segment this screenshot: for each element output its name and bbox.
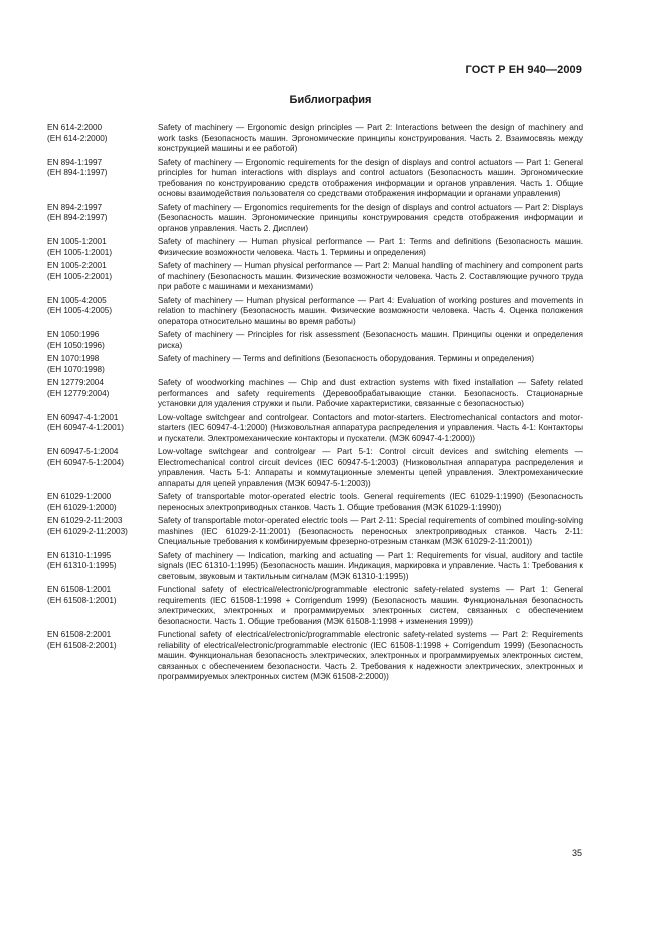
standard-title: Safety of machinery — Human physical performance — Part 4: Evaluation of working postures and movements in relation to machinery (Безопасность машин. Физические возможности человека. Часть 4. Оценка положения оператора относительно машины во время работы): [158, 295, 583, 326]
bibliography-entry: [47, 237, 583, 258]
standard-codes: [47, 203, 158, 235]
standard-code: EN 61508-2:2001: [47, 630, 112, 639]
bibliography-entry: [47, 413, 583, 445]
standard-code-ru: (ЕН 614-2:2000): [47, 133, 108, 143]
standard-code: EN 1005-1:2001: [47, 237, 107, 246]
standard-codes: [47, 123, 158, 155]
page-title: Библиография: [289, 94, 372, 106]
standard-code-ru: (ЕН 894-1:1997): [47, 168, 108, 177]
document-header: ГОСТ Р ЕН 940—2009: [465, 64, 582, 76]
standard-codes: [47, 413, 158, 445]
standard-code-ru: (ЕН 1070:1998): [47, 364, 105, 374]
standard-title: Safety of machinery — Ergonomic requirements for the design of displays and control actuators — Part 1: General principles for human interactions with displays and control actuators (Безопасность машин. Эргономические требования по конструированию средств отображения информации и органов управления. Часть 1. Общие основы взаимодействия пользователя со средствами отображения информации и органами управления): [158, 157, 583, 198]
standard-code: EN 60947-4-1:2001: [47, 412, 119, 422]
bibliography-entry: [47, 158, 583, 200]
standard-code: EN 1005-4:2005: [47, 295, 107, 305]
standard-title: Safety of transportable motor-operated electric tools — Part 2-11: Special requirements of combined mouling-solving mashines (IEC 61029-2-11:2001) (Безопасность переносных электроприводных станков. Часть 2-11: Специальные требования к комбинируемым фрезерно-отрезным станкам (МЭК 61029-2-11:2001)): [158, 516, 583, 546]
bibliography-entry: [47, 630, 583, 683]
standard-title: Safety of machinery — Indication, marking and actuating — Part 1: Requirements for visual, auditory and tactile signals (IEC 61310-1:1995) (Безопасность машин. Индикация, маркировка и управление. Часть 1: Требования к световым, звуковым и тактильным сигналам (МЭК 61310-1:1995)): [158, 550, 583, 581]
standard-code: EN 894-1:1997: [47, 157, 103, 167]
standard-code: EN 1050:1996: [47, 330, 100, 339]
bibliography-entry: [47, 296, 583, 328]
standard-codes: [47, 158, 158, 200]
standard-code-ru: (ЕН 61029-2-11:2003): [47, 526, 128, 536]
standard-code-ru: (ЕН 61310-1:1995): [47, 561, 117, 570]
standard-code-ru: (ЕН 1005-1:2001): [47, 247, 113, 257]
standard-code-ru: (ЕН 60947-4-1:2001): [47, 423, 124, 432]
standard-title: Safety of woodworking machines — Chip and dust extraction systems with fixed installation — Safety related performances and safety requirements (Деревообрабатывающие станки. Безопасность. Стационарные установки для удаления стружки и пыли. Рабочие характеристики, связанные с безопасностью): [158, 378, 583, 408]
standard-code: EN 61029-2-11:2003: [47, 516, 123, 525]
standard-title: Safety of machinery — Human physical performance — Part 1: Terms and definitions (Безопасность машин. Физические возможности человека. Часть 1. Термины и определения): [158, 237, 583, 257]
bibliography-entry: [47, 585, 583, 627]
standard-codes: [47, 551, 158, 583]
standard-codes: [47, 261, 158, 293]
standard-code-ru: (ЕН 894-2:1997): [47, 213, 108, 222]
standard-title: Safety of machinery — Terms and definitions (Безопасность оборудования. Термины и определения): [158, 354, 535, 363]
standard-codes: [47, 516, 158, 548]
standard-code: EN 1070:1998: [47, 354, 100, 363]
standard-codes: [47, 354, 158, 375]
standard-title: Safety of machinery — Ergonomic design principles — Part 2: Interactions between the design of machinery and work tasks (Безопасность машин. Эргономические принципы конструирования. Часть 2. Взаимосвязь между конструкцией машины и ее работой): [158, 123, 583, 153]
standard-code: EN 61029-1:2000: [47, 492, 112, 501]
standard-title: Safety of machinery — Ergonomics requirements for the design of displays and control actuators — Part 2: Displays (Безопасность машин. Эргономические принципы конструирования средств отображения информации и органов управления. Часть 2. Дисплеи): [158, 202, 583, 233]
standard-codes: [47, 492, 158, 513]
bibliography-list: [47, 123, 583, 686]
standard-title: Functional safety of electrical/electronic/programmable electronic safety-related systems — Part 2: Requirements reliability of electrical/electronic/programmable electronic (IEC 61508-1:1998 + Corrigendum 1999) (Безопасность машин. Функциональная безопасность электрических, электронных и программируемых электронных систем, связанных с обеспечением безопасности. Часть 2. Требования к надежности электрических, электронных и программируемых электронных систем (МЭК 61508-2:2000)): [158, 630, 583, 681]
bibliography-entry: [47, 330, 583, 351]
standard-code: EN 1005-2:2001: [47, 261, 107, 270]
standard-code: EN 614-2:2000: [47, 123, 103, 132]
standard-title: Safety of machinery — Human physical performance — Part 2: Manual handling of machinery and component parts of machinery (Безопасность машин. Физические возможности человека. Часть 2. Составляющие ручного труда при работе с машинами и механизмами): [158, 261, 583, 291]
standard-codes: [47, 237, 158, 258]
standard-title: Low-voltage switchgear and controlgear — Part 5-1: Control circuit devices and switching elements — Electromechanical control circuit devices (IEC 60947-5-1:2003) (Низковольтная аппаратура распределения и управления. Часть 5-1: Аппараты и коммутационные элементы цепей управления. Электромеханические аппараты для цепей управления (МЭК 60947-5-1:2003)): [158, 447, 583, 488]
standard-code-ru: (ЕН 61508-2:2001): [47, 640, 117, 650]
standard-title: Safety of transportable motor-operated electric tools. General requirements (IEC 61029-1:1990) (Безопасность переносных электроприводных станков. Часть 1. Общие требования (МЭК 61029-1:1990)): [158, 492, 583, 512]
standard-code: EN 60947-5-1:2004: [47, 447, 119, 456]
bibliography-entry: [47, 203, 583, 235]
standard-code-ru: (ЕН 61508-1:2001): [47, 595, 117, 605]
standard-codes: [47, 447, 158, 489]
standard-code-ru: (ЕН 61029-1:2000): [47, 502, 117, 512]
standard-title: Functional safety of electrical/electronic/programmable electronic safety-related systems — Part 1: General requirements (IEC 61508-1:1998 + Corrigendum 1999) (Безопасность машин. Функциональная безопасность электрических, электронных и программируемых электронных систем, связанных с обеспечением безопасности. Часть 1. Общие требования (МЭК 61508-1:1998 + изменения 1999)): [158, 585, 583, 626]
bibliography-entry: [47, 492, 583, 513]
standard-code: EN 61508-1:2001: [47, 585, 112, 594]
bibliography-entry: [47, 447, 583, 489]
bibliography-entry: [47, 551, 583, 583]
standard-code-ru: (ЕН 1005-4:2005): [47, 306, 113, 315]
standard-codes: [47, 378, 158, 410]
standard-code: EN 61310-1:1995: [47, 550, 112, 560]
standard-code: EN 12779:2004: [47, 378, 104, 387]
bibliography-entry: [47, 516, 583, 548]
standard-codes: [47, 296, 158, 328]
standard-title: Low-voltage switchgear and controlgear. Contactors and motor-starters. Electromechanical contactors and motor-starters (IEC 60947-4-1:2000) (Низковольтная аппаратура распределения и управления. Часть 4-1: Контакторы и пускатели. Электромеханические контакторы и пускатели. (МЭК 60947-4-1:2000)): [158, 412, 583, 443]
standard-code-ru: (ЕН 12779:2004): [47, 388, 110, 398]
page-number: 35: [571, 848, 582, 858]
bibliography-entry: [47, 123, 583, 155]
standard-title: Safety of machinery — Principles for risk assessment (Безопасность машин. Принципы оценки и определения риска): [158, 330, 583, 350]
standard-code: EN 894-2:1997: [47, 202, 103, 212]
bibliography-entry: [47, 378, 583, 410]
standard-code-ru: (ЕН 60947-5-1:2004): [47, 457, 124, 467]
bibliography-entry: [47, 354, 583, 375]
standard-codes: [47, 585, 158, 627]
bibliography-entry: [47, 261, 583, 293]
standard-codes: [47, 330, 158, 351]
standard-code-ru: (ЕН 1005-2:2001): [47, 271, 113, 281]
standard-codes: [47, 630, 158, 683]
standard-code-ru: (ЕН 1050:1996): [47, 340, 105, 350]
